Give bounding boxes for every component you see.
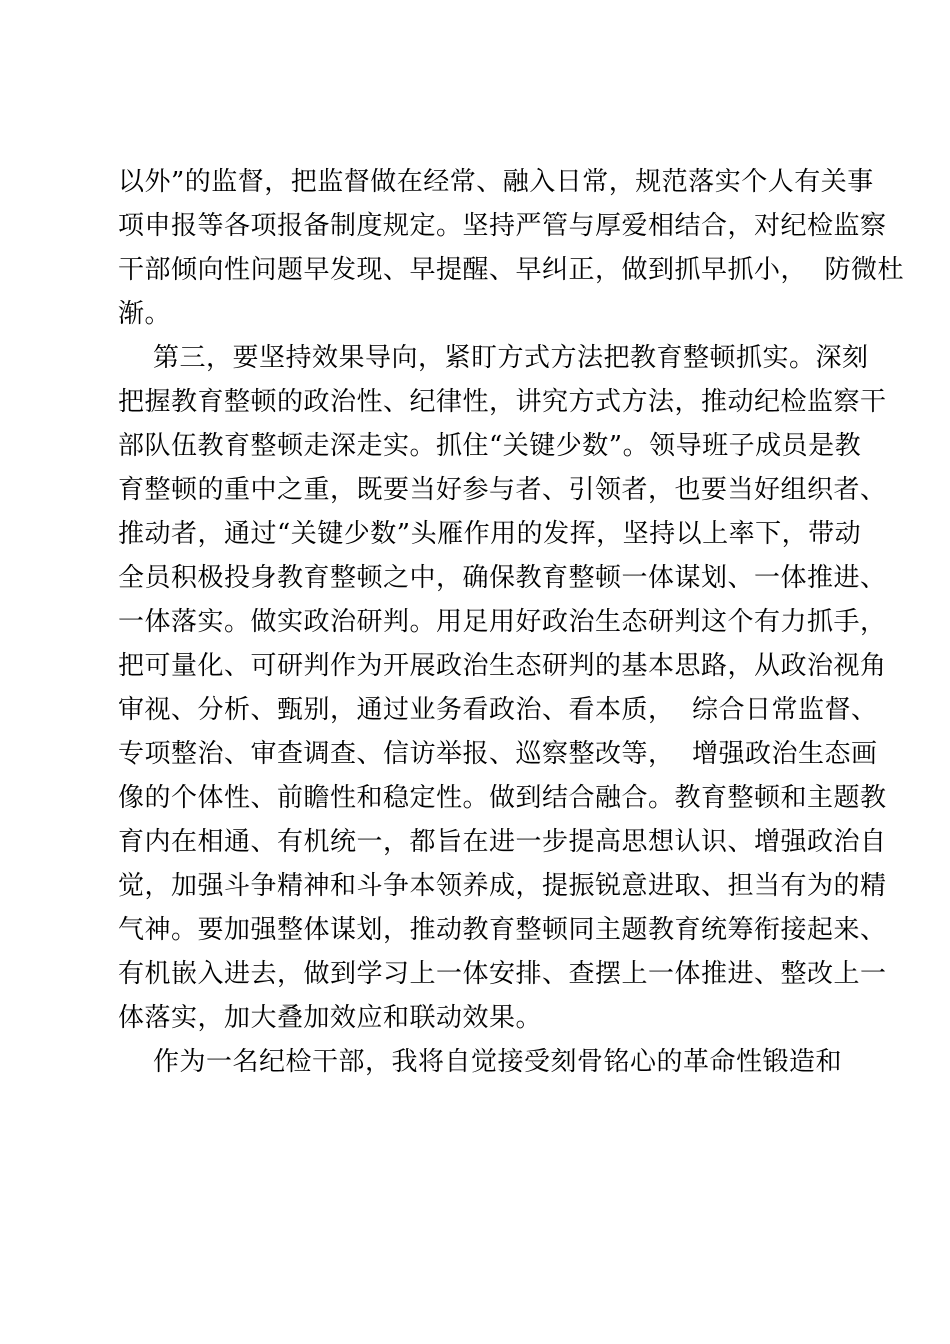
text-line: 干部倾向性问题早发现、早提醒、早纠正，做到抓早抓小， 防微杜 — [118, 255, 905, 285]
text-line: 觉，加强斗争精神和斗争本领养成，提振锐意进取、担当有为的精 — [118, 871, 887, 901]
text-line: 像的个体性、前瞻性和稳定性。做到结合融合。教育整顿和主题教 — [118, 783, 887, 813]
text-line: 育内在相通、有机统一，都旨在进一步提高思想认识、增强政治自 — [118, 827, 887, 857]
text-line: 作为一名纪检干部，我将自觉接受刻骨铭心的革命性锻造和 — [118, 1047, 843, 1077]
text-line: 全员积极投身教育整顿之中，确保教育整顿一体谋划、一体推进、 — [118, 563, 887, 593]
text-line: 把握教育整顿的政治性、纪律性，讲究方式方法，推动纪检监察干 — [118, 387, 887, 417]
text-line: 气神。要加强整体谋划，推动教育整顿同主题教育统筹衔接起来、 — [118, 915, 887, 945]
text-line: 专项整治、审查调查、信访举报、巡察整改等， 增强政治生态画 — [118, 739, 878, 769]
text-line: 有机嵌入进去，做到学习上一体安排、查摆上一体推进、整改上一 — [118, 959, 887, 989]
text-line: 推动者，通过“关键少数”头雁作用的发挥，坚持以上率下，带动 — [118, 519, 862, 549]
text-line: 部队伍教育整顿走深走实。抓住“关键少数”。领导班子成员是教 — [118, 431, 862, 461]
text-line: 审视、分析、甄别，通过业务看政治、看本质， 综合日常监督、 — [118, 695, 878, 725]
text-line: 一体落实。做实政治研判。用足用好政治生态研判这个有力抓手， — [118, 607, 887, 637]
text-line: 以外”的监督，把监督做在经常、融入日常，规范落实个人有关事 — [118, 167, 874, 197]
text-line: 体落实，加大叠加效应和联动效果。 — [118, 1003, 543, 1033]
text-line: 育整顿的重中之重，既要当好参与者、引领者，也要当好组织者、 — [118, 475, 887, 505]
text-line: 第三，要坚持效果导向，紧盯方式方法把教育整顿抓实。深刻 — [118, 343, 869, 373]
text-line: 渐。 — [118, 299, 172, 329]
text-line: 项申报等各项报备制度规定。坚持严管与厚爱相结合，对纪检监察 — [118, 211, 887, 241]
text-line: 把可量化、可研判作为开展政治生态研判的基本思路，从政治视角 — [118, 651, 887, 681]
